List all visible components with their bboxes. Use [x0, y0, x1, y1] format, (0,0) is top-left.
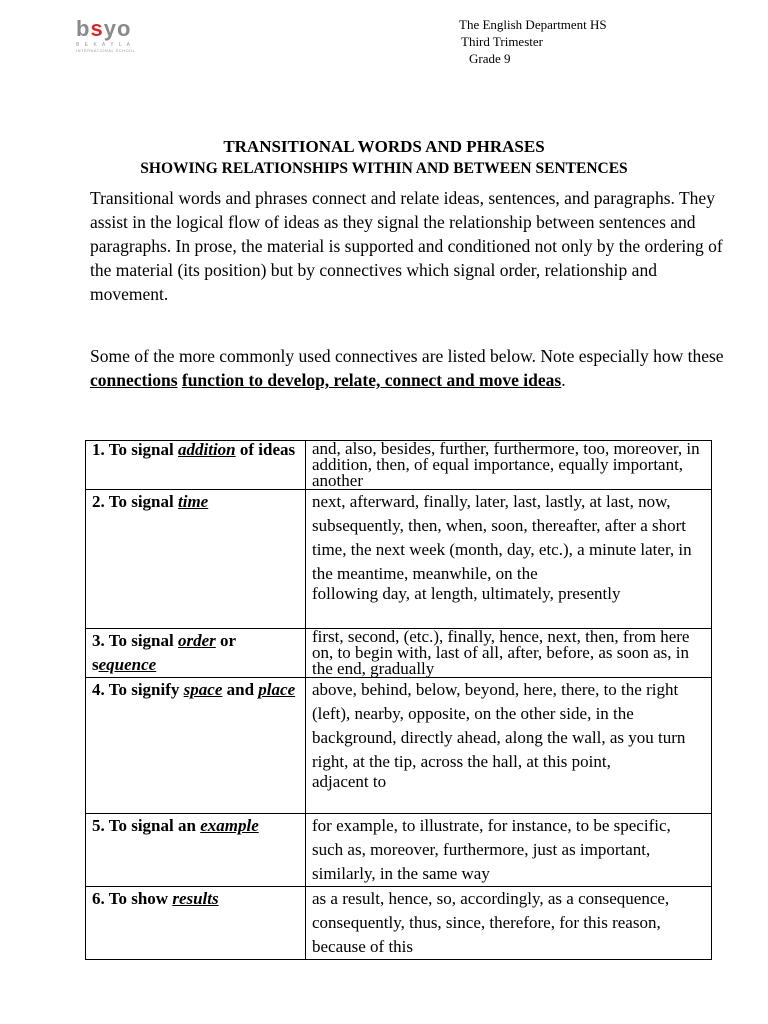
category-keyword: addition: [178, 440, 236, 459]
header-trimester: Third Trimester: [461, 34, 543, 49]
connectives-list: first, second, (etc.), finally, hence, next, then, from here on, to begin with, last of all, after, before, as soon as, in the end, gradually: [306, 629, 712, 678]
header-department: The English Department HS: [459, 17, 607, 32]
category-label: 1. To signal addition of ideas: [86, 441, 306, 490]
category-label: 6. To show results: [86, 887, 306, 960]
category-label: 4. To signify space and place: [86, 678, 306, 814]
connectives-list: next, afterward, finally, later, last, lastly, at last, now, subsequently, then, when, soon, thereafter, after a short time, the next week (month, day, etc.), a minute later, in the meantime, meanwhile, on the following day, at length, ultimately, presently: [306, 490, 712, 629]
category-label: 2. To signal time: [86, 490, 306, 629]
connectives-table: [85, 440, 712, 960]
intro-paragraph: Transitional words and phrases connect and relate ideas, sentences, and paragraphs. They assist in the logical flow of ideas as they signal the relationship between sentences and paragraphs. In prose, the material is supported and conditioned not only by the ordering of the material (its position) but by connectives which signal order, relationship and movement.: [90, 188, 723, 304]
table-row: [86, 887, 712, 960]
logo-line1: B E K A Y L A: [76, 42, 132, 48]
connectives-list: as a result, hence, so, accordingly, as a consequence, consequently, thus, since, therefore, for this reason, because of this: [306, 887, 712, 960]
category-keyword-2: equence: [98, 655, 157, 674]
category-keyword: results: [172, 889, 219, 908]
connectives-list: and, also, besides, further, furthermore, too, moreover, in addition, then, of equal importance, equally important, another: [306, 441, 712, 490]
connectives-list: above, behind, below, beyond, here, there, to the right (left), nearby, opposite, on the other side, in the background, directly ahead, along the wall, as you turn right, at the tip, across the hall, at this point, adjacent to: [306, 678, 712, 814]
page-subtitle: SHOWING RELATIONSHIPS WITHIN AND BETWEEN SENTENCES: [140, 160, 628, 177]
category-label: 3. To signal order or sequence: [86, 629, 306, 678]
table-row: [86, 814, 712, 887]
note-emphasis-2: function to develop, relate, connect and move ideas: [181, 370, 562, 390]
page-title: TRANSITIONAL WORDS AND PHRASES: [223, 137, 545, 156]
connectives-list: for example, to illustrate, for instance, to be specific, such as, moreover, furthermore, just as important, similarly, in the same way: [306, 814, 712, 887]
header-grade: Grade 9: [469, 51, 511, 66]
category-keyword: example: [200, 816, 259, 835]
category-keyword-2: place: [258, 680, 296, 699]
category-label: 5. To signal an example: [86, 814, 306, 887]
school-logo: [76, 18, 146, 58]
table-row: [86, 441, 712, 490]
category-keyword: space: [183, 680, 223, 699]
logo-wordmark: bsyo: [76, 16, 132, 41]
category-keyword: order: [178, 631, 216, 650]
table-row: [86, 678, 712, 814]
table-row: [86, 629, 712, 678]
note-paragraph: Some of the more commonly used connectives are listed below. Note especially how these connections function to develop, relate, connect and move ideas.: [90, 346, 724, 390]
table-row: [86, 490, 712, 629]
note-emphasis-1: connections: [90, 370, 178, 390]
category-keyword: time: [178, 492, 209, 511]
document-header: [459, 16, 607, 67]
logo-line2: INTERNATIONAL SCHOOL: [76, 48, 136, 53]
